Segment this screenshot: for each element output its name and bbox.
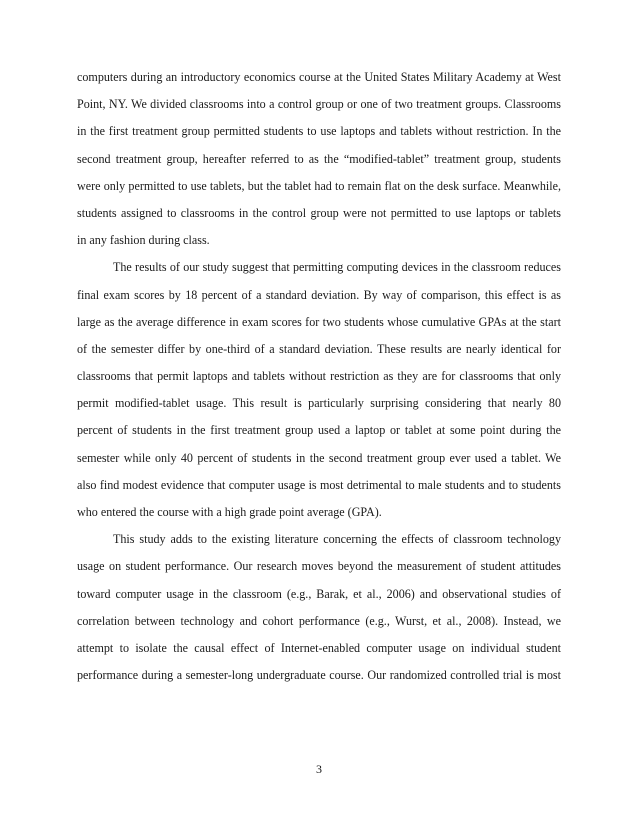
text-line: in any fashion during class. — [77, 233, 210, 248]
text-line: large as the average difference in exam scores for two students whose cumulative GPAs at the start — [77, 314, 561, 329]
text-line: toward computer usage in the classroom (e.g., Barak, et al., 2006) and observational studies of — [77, 586, 561, 601]
text-line: permit modified-tablet usage. This result is particularly surprising considering that nearly 80 — [77, 396, 561, 411]
text-line: classrooms that permit laptops and tablets without restriction as they are for classrooms that only — [77, 369, 561, 384]
text-line: second treatment group, hereafter referred to as the “modified-tablet” treatment group, students — [77, 151, 561, 166]
text-line: attempt to isolate the causal effect of Internet-enabled computer usage on individual student — [77, 640, 561, 655]
text-line: percent of students in the first treatment group used a laptop or tablet at some point during the — [77, 423, 561, 438]
body-text — [77, 68, 561, 693]
text-line: also find modest evidence that computer usage is most detrimental to male students and to students — [77, 477, 561, 492]
text-line: performance during a semester-long undergraduate course. Our randomized controlled trial is most — [77, 668, 561, 683]
text-line: in the first treatment group permitted students to use laptops and tablets without restriction. In the — [77, 124, 561, 139]
text-line: were only permitted to use tablets, but the tablet had to remain flat on the desk surface. Meanwhile, — [77, 178, 561, 193]
text-line: This study adds to the existing literature concerning the effects of classroom technology — [113, 532, 561, 547]
page-number: 3 — [316, 762, 322, 776]
text-line: students assigned to classrooms in the control group were not permitted to use laptops or tablets — [77, 205, 561, 220]
text-line: computers during an introductory economics course at the United States Military Academy at West — [77, 70, 561, 84]
text-line: usage on student performance. Our research moves beyond the measurement of student attitudes — [77, 559, 561, 574]
text-line: Point, NY. We divided classrooms into a control group or one of two treatment groups. Classrooms — [77, 97, 561, 112]
text-line: correlation between technology and cohort performance (e.g., Wurst, et al., 2008). Instead, we — [77, 613, 561, 628]
text-line: who entered the course with a high grade point average (GPA). — [77, 505, 382, 519]
text-line: final exam scores by 18 percent of a standard deviation. By way of comparison, this effect is as — [77, 287, 561, 302]
text-line: semester while only 40 percent of students in the second treatment group ever used a tablet. We — [77, 450, 561, 465]
text-line: The results of our study suggest that permitting computing devices in the classroom reduces — [113, 260, 561, 275]
text-line: of the semester differ by one-third of a standard deviation. These results are nearly identical for — [77, 341, 561, 356]
